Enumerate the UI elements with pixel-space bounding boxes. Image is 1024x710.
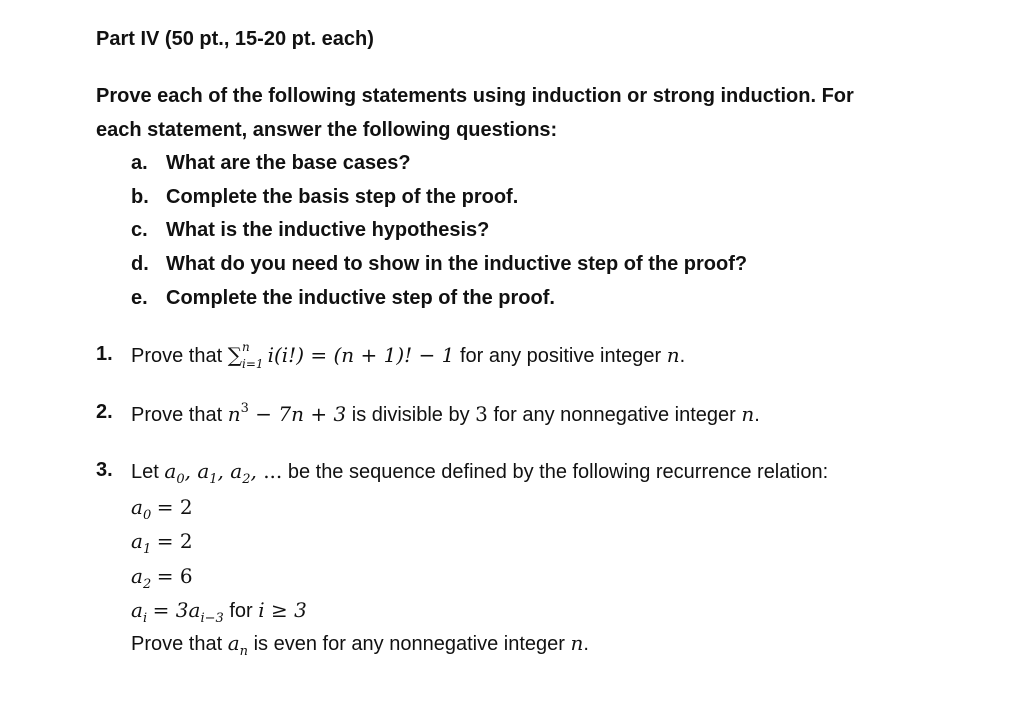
relation-a1: $a_1 = 2$ [131,529,193,557]
relation-general: $a_i = 3a_{i-3}$ for i ≥ 3 [131,598,307,626]
problem-3 [96,459,829,487]
question-text: What do you need to show in the inductive step of the proof? [166,253,748,275]
question-item [131,219,490,242]
summation-symbol: ∑ [227,343,243,367]
question-text: Complete the basis step of the proof. [166,186,519,208]
problem-number: 2. [96,401,113,423]
question-marker: b. [131,186,149,208]
question-marker: c. [131,219,148,241]
math-expression: i(i!) = (n + 1)! − 1 [267,343,455,367]
question-item [131,253,748,276]
relation-a0: $a_0 = 2$ [131,495,193,523]
problem-number: 3. [96,459,113,481]
question-item [131,287,555,310]
question-text: What are the base cases? [166,152,411,174]
sequence-expression: $a_0$, $a_1$, $a_2$, ... [164,459,283,487]
question-marker: a. [131,152,148,174]
question-marker: e. [131,287,148,309]
summation-limits: n i=1 [242,340,264,371]
problem-1 [96,340,686,371]
problem-3-statement: Let $a_0$, $a_1$, $a_2$, ... be the sequence defined by the following recurrence relation: [131,459,829,487]
intro-line-2: each statement, answer the following questions: [96,119,558,141]
question-item [131,186,519,209]
question-item [131,152,411,175]
problem-3-conclusion: Prove that $a_n$ is even for any nonnegative integer n. [131,631,589,659]
problem-number: 1. [96,343,113,365]
problem-1-statement: Prove that ∑ n i=1 i(i!) = (n + 1)! − 1 for any positive integer n. [131,340,686,371]
relation-a2: $a_2 = 6$ [131,564,193,592]
problem-2-statement: Prove that $n^3 - 7n + 3$ is divisible by 3 for any nonnegative integer n. [131,401,760,426]
question-text: Complete the inductive step of the proof. [166,287,555,309]
intro-line-1: Prove each of the following statements using induction or strong induction. For [96,85,854,107]
question-text: What is the inductive hypothesis? [166,219,490,241]
math-expression: $n^3 - 7n + 3$ [227,401,347,426]
section-title: Part IV (50 pt., 15-20 pt. each) [96,28,374,50]
problem-2 [96,401,760,426]
question-marker: d. [131,253,149,275]
